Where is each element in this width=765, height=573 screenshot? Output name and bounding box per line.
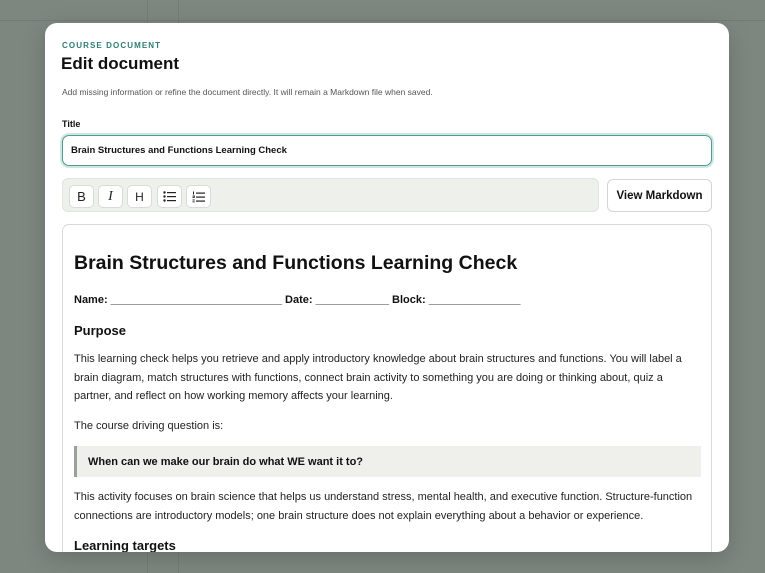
title-input[interactable]: [62, 135, 712, 166]
focus-paragraph: This activity focuses on brain science that helps us understand stress, mental health, and executive function. Structure-function connections are introductory models; one brain structure does not explain everything about a behavior or experience.: [74, 491, 693, 522]
driving-question-intro: The course driving question is:: [74, 420, 224, 432]
bold-icon: B: [77, 189, 86, 204]
title-field-label: Title: [62, 119, 81, 129]
bullet-list-icon: [163, 191, 176, 202]
italic-icon: I: [108, 188, 113, 204]
numbered-list-icon: [192, 191, 205, 203]
purpose-paragraph: This learning check helps you retrieve and apply introductory knowledge about brain structures and functions. You will label a brain diagram, match structures with functions, connect brain activity to something you are doing or thinking about, quiz a partner, and reflect on how working memory affects your learning.: [74, 353, 682, 402]
heading-icon: H: [135, 189, 144, 204]
dialog-title: Edit document: [61, 54, 180, 73]
italic-button[interactable]: [98, 185, 123, 208]
numbered-list-button[interactable]: [186, 185, 211, 208]
driving-question-blockquote: [74, 446, 701, 477]
formatting-toolbar: [62, 178, 599, 212]
dialog-helper-text: Add missing information or refine the document directly. It will remain a Markdown file when saved.: [62, 87, 433, 97]
driving-question-text: When can we make our brain do what WE want it to?: [88, 455, 364, 468]
bold-button[interactable]: [69, 185, 94, 208]
name-date-block-line: Name: ____________________________ Date: ____________ Block: _______________: [74, 294, 521, 306]
dialog-eyebrow: COURSE DOCUMENT: [62, 41, 162, 50]
view-markdown-button[interactable]: View Markdown: [607, 179, 712, 212]
edit-document-dialog: [45, 23, 729, 552]
document-heading: Brain Structures and Functions Learning Check: [74, 252, 518, 274]
purpose-heading: Purpose: [74, 323, 127, 338]
background-divider: [0, 20, 765, 21]
bullet-list-button[interactable]: [157, 185, 182, 208]
document-editor[interactable]: [62, 224, 712, 552]
heading-button[interactable]: [127, 185, 152, 208]
learning-targets-heading: Learning targets: [74, 538, 176, 552]
